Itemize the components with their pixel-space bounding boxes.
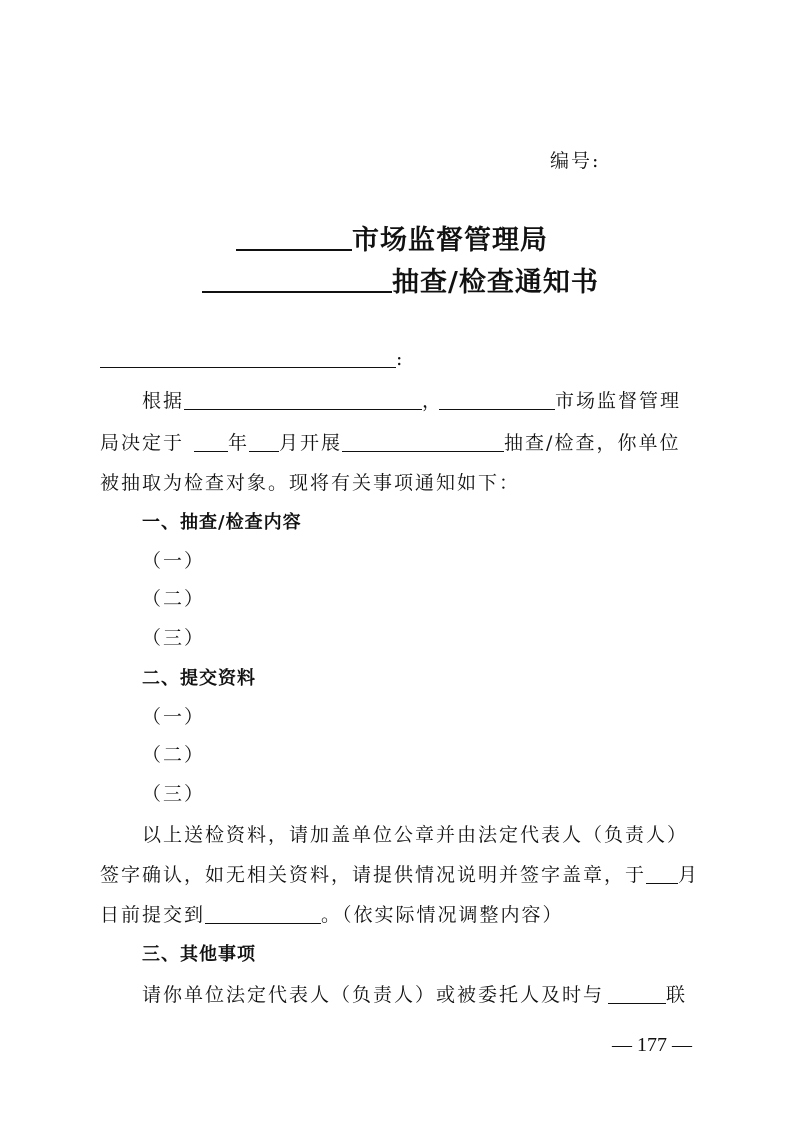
basis-blank bbox=[184, 391, 422, 410]
section1-item: （一） bbox=[142, 550, 206, 572]
number-label: 编号: bbox=[550, 150, 601, 172]
page-number: — 177 — bbox=[612, 1034, 692, 1056]
agency-name-blank bbox=[236, 225, 352, 251]
text: 月开展 bbox=[279, 432, 343, 454]
text: 月 bbox=[678, 864, 700, 886]
section3-heading: 三、其他事项 bbox=[142, 944, 256, 965]
para1-line3: 被抽取为检查对象。现将有关事项通知如下： bbox=[100, 472, 521, 494]
text: 日前提交到 bbox=[100, 904, 206, 926]
text: 联 bbox=[666, 984, 688, 1006]
text: 年 bbox=[228, 432, 250, 454]
para2-line1: 以上送检资料，请加盖单位公章并由法定代表人（负责人） bbox=[142, 824, 689, 846]
text: 签字确认，如无相关资料，请提供情况说明并签字盖章，于 bbox=[100, 864, 647, 886]
text: 根据 bbox=[142, 390, 185, 412]
para2-line2 bbox=[100, 860, 699, 887]
section3-line1 bbox=[142, 980, 687, 1007]
deadline-month-blank bbox=[646, 865, 678, 884]
section1-item: （三） bbox=[142, 627, 206, 649]
section2-item: （三） bbox=[142, 783, 206, 805]
title-line-2 bbox=[202, 260, 599, 299]
section1-item: （二） bbox=[142, 588, 206, 610]
month-blank bbox=[249, 433, 279, 452]
text: 抽查/检查，你单位 bbox=[504, 432, 681, 454]
text: 局决定于 bbox=[100, 432, 185, 454]
section1-heading: 一、抽查/检查内容 bbox=[142, 512, 302, 533]
title-notice: 抽查/检查通知书 bbox=[392, 267, 599, 298]
region-blank bbox=[439, 391, 555, 410]
addressee-line bbox=[100, 348, 404, 370]
para1-line1 bbox=[142, 386, 681, 413]
section2-heading: 二、提交资料 bbox=[142, 668, 256, 689]
contact-blank bbox=[608, 985, 666, 1004]
title-agency: 市场监督管理局 bbox=[352, 225, 548, 256]
year-blank bbox=[194, 433, 228, 452]
text: 市场监督管理 bbox=[555, 390, 682, 412]
project-blank bbox=[342, 433, 504, 452]
submit-to-blank bbox=[205, 905, 321, 924]
addressee-blank bbox=[100, 349, 396, 368]
para2-line3 bbox=[100, 900, 564, 927]
para1-line2 bbox=[100, 428, 680, 455]
addressee-colon: : bbox=[396, 348, 405, 370]
text: 。（依实际情况调整内容） bbox=[321, 904, 564, 926]
text: 请你单位法定代表人（负责人）或被委托人及时与 bbox=[142, 984, 605, 1006]
text: ， bbox=[422, 390, 444, 412]
title-line-1 bbox=[236, 218, 548, 257]
section2-item: （二） bbox=[142, 744, 206, 766]
section2-item: （一） bbox=[142, 706, 206, 728]
notice-type-blank bbox=[202, 267, 392, 293]
